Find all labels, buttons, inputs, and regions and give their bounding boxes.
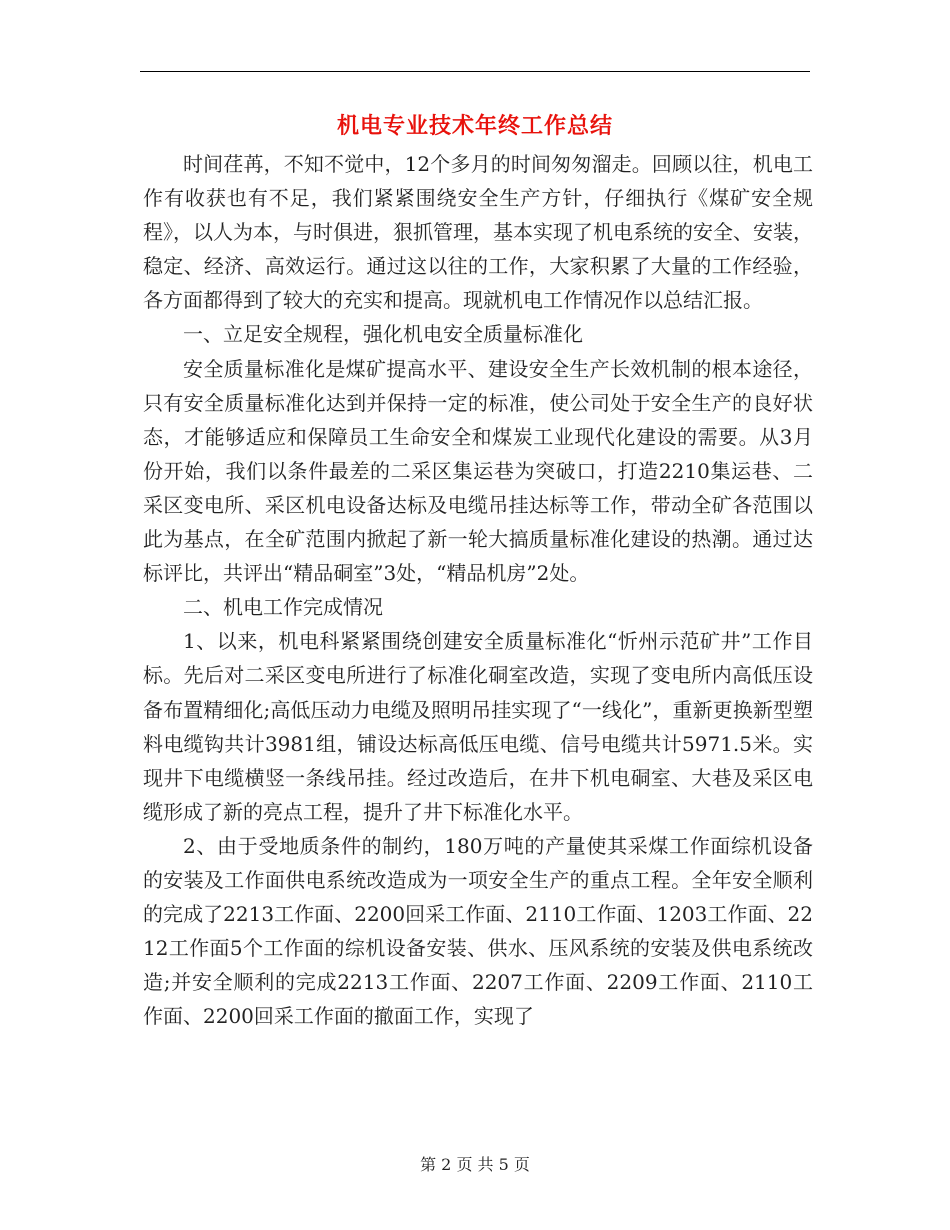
document-title: 机电专业技术年终工作总结 [336,113,613,139]
document-body [143,147,813,1033]
paragraph-item-2: 2、由于受地质条件的制约，180万吨的产量使其采煤工作面综机设备的安装及工作面供电系统改造成为一项安全生产的重点工程。全年安全顺利的完成了2213工作面、2200回采工作面、2110工作面、1203工作面、2212工作面5个工作面的综机设备安装、供水、压风系统的安装及供电系统改造;并安全顺利的完成2213工作面、2207工作面、2209工作面、2110工作面、2200回采工作面的撤面工作，实现了 [143,833,813,1029]
header-rule [140,71,810,72]
section-heading-1: 一、立足安全规程，强化机电安全质量标准化 [183,322,583,347]
paragraph-intro: 时间荏苒，不知不觉中，12个多月的时间匆匆溜走。回顾以往，机电工作有收获也有不足，我们紧紧围绕安全生产方针，仔细执行《煤矿安全规程》，以人为本，与时俱进，狠抓管理，基本实现了机电系统的安全、安装，稳定、经济、高效运行。通过这以往的工作，大家积累了大量的工作经验，各方面都得到了较大的充实和提高。现就机电工作情况作以总结汇报。 [143,152,813,313]
paragraph-section-1: 安全质量标准化是煤矿提高水平、建设安全生产长效机制的根本途径，只有安全质量标准化达到并保持一定的标准，使公司处于安全生产的良好状态，才能够适应和保障员工生命安全和煤炭工业现代化建设的需要。从3月份开始，我们以条件最差的二采区集运巷为突破口，打造2210集运巷、二采区变电所、采区机电设备达标及电缆吊挂达标等工作，带动全矿各范围以此为基点，在全矿范围内掀起了新一轮大搞质量标准化建设的热潮。通过达标评比，共评出“精品硐室”3处，“精品机房”2处。 [143,356,813,586]
section-heading-2: 二、机电工作完成情况 [183,595,383,620]
page-number-footer: 第 2 页 共 5 页 [420,1155,530,1174]
paragraph-item-1: 1、以来，机电科紧紧围绕创建安全质量标准化“忻州示范矿井”工作目标。先后对二采区变电所进行了标准化硐室改造，实现了变电所内高低压设备布置精细化;高低压动力电缆及照明吊挂实现了“一线化”，重新更换新型塑料电缆钩共计3981组，铺设达标高低压电缆、信号电缆共计5971.5米。实现井下电缆横竖一条线吊挂。经过改造后，在井下机电硐室、大巷及采区电缆形成了新的亮点工程，提升了井下标准化水平。 [143,629,813,824]
